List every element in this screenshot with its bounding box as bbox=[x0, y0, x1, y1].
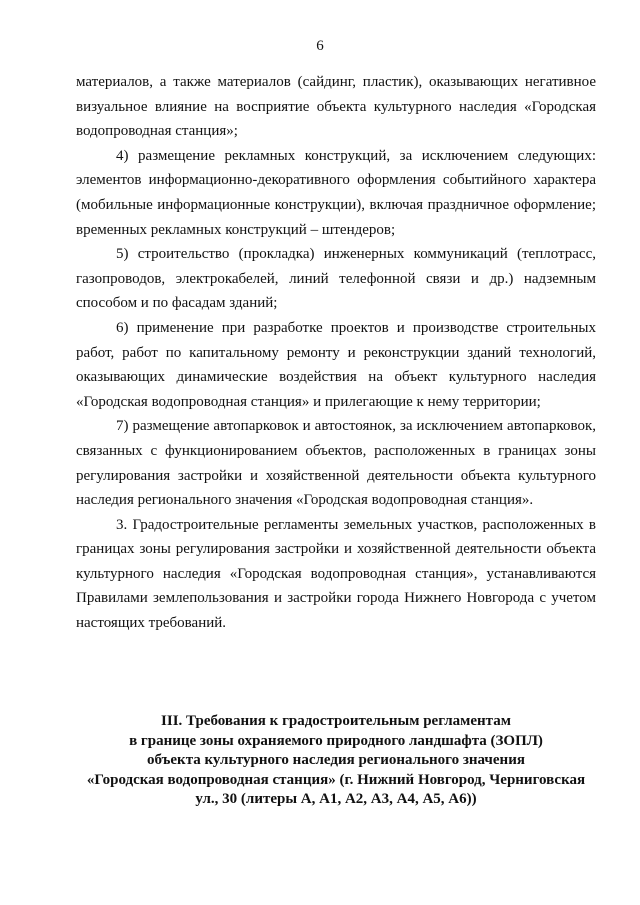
paragraph-item-6: 6) применение при разработке проектов и производстве строительных работ, работ по капитальному ремонту и реконструкции зданий технологий, оказывающих динамические воздействия на объект культурного наследия «Городская водопроводная станция» и прилегающие к нему территории; bbox=[76, 319, 596, 410]
heading-line: в границе зоны охраняемого природного ландшафта (ЗОПЛ) bbox=[129, 732, 543, 749]
paragraph-section-3: 3. Градостроительные регламенты земельных участков, расположенных в границах зоны регулирования застройки и хозяйственной деятельности объекта культурного наследия «Городская водопроводная станция», устанавливаются Правилами землепользования и застройки города Нижнего Новгорода с учетом настоящих требований. bbox=[76, 516, 596, 632]
heading-line: ул., 30 (литеры А, А1, А2, А3, А4, А5, А6)) bbox=[195, 791, 477, 807]
section-heading bbox=[70, 712, 602, 810]
heading-line: «Городская водопроводная станция» (г. Нижний Новгород, Черниговская bbox=[86, 771, 586, 788]
paragraph-item-4: 4) размещение рекламных конструкций, за исключением следующих: элементов информационно-декоративного оформления событийного характера (мобильные информационные конструкции), включая праздничное оформление; временных рекламных конструкций – штендеров; bbox=[76, 147, 596, 238]
paragraph-item-5: 5) строительство (прокладка) инженерных коммуникаций (теплотрасс, газопроводов, электрокабелей, линий телефонной связи и др.) надземным способом и по фасадам зданий; bbox=[76, 246, 596, 312]
paragraph-item-7: 7) размещение автопарковок и автостоянок, за исключением автопарковок, связанных с функционированием объектов, расположенных в границах зоны регулирования застройки и хозяйственной деятельности объекта культурного наследия регионального значения «Городская водопроводная станция». bbox=[76, 418, 596, 509]
heading-line: объекта культурного наследия регионального значения bbox=[147, 752, 525, 768]
body-text bbox=[76, 70, 596, 636]
page-number: 6 bbox=[316, 38, 324, 54]
heading-line: III. Требования к градостроительным регламентам bbox=[161, 713, 511, 729]
paragraph-continuation: материалов, а также материалов (сайдинг, пластик), оказывающих негативное визуальное влияние на восприятие объекта культурного наследия «Городская водопроводная станция»; bbox=[76, 74, 596, 140]
